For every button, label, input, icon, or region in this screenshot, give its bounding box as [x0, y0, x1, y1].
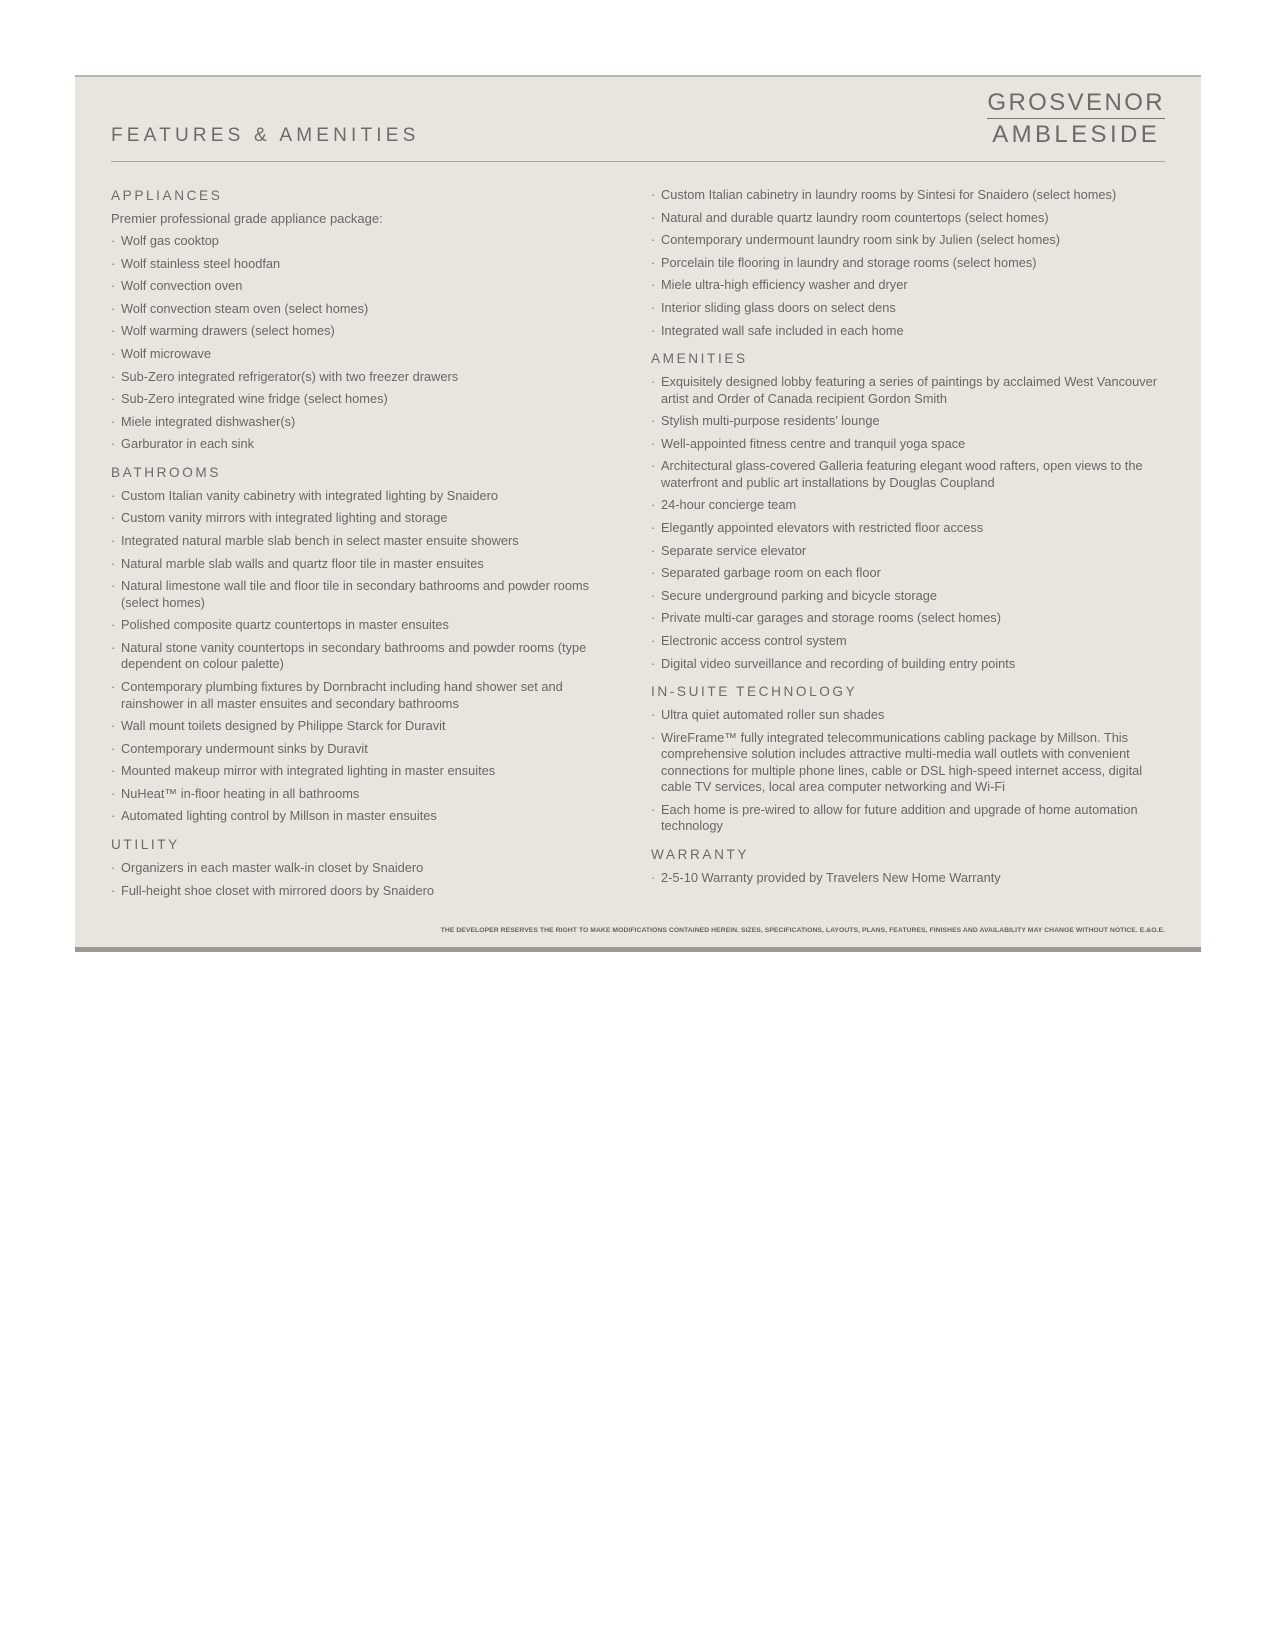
brand-name-top: GROSVENOR	[987, 89, 1165, 119]
right-column	[651, 187, 1165, 897]
feature-item: · Separated garbage room on each floor	[651, 565, 1165, 582]
feature-item: · Each home is pre-wired to allow for future addition and upgrade of home automation technology	[651, 802, 1165, 835]
header-divider	[111, 161, 1165, 162]
feature-item: · Integrated wall safe included in each home	[651, 323, 1165, 340]
feature-item: · Digital video surveillance and recording of building entry points	[651, 656, 1165, 673]
feature-item: · Custom vanity mirrors with integrated lighting and storage	[111, 510, 601, 527]
feature-item: · Elegantly appointed elevators with restricted floor access	[651, 520, 1165, 537]
feature-item: · Wolf gas cooktop	[111, 233, 601, 250]
section-heading: APPLIANCES	[111, 188, 223, 203]
feature-item: · Porcelain tile flooring in laundry and storage rooms (select homes)	[651, 255, 1165, 272]
feature-item: · Wall mount toilets designed by Philippe Starck for Duravit	[111, 718, 601, 735]
feature-item: · Contemporary plumbing fixtures by Dornbracht including hand shower set and rainshower in all master ensuites and secondary bathrooms	[111, 679, 601, 712]
feature-item: · WireFrame™ fully integrated telecommunications cabling package by Millson. This comprehensive solution includes attractive multi-media wall outlets with convenient connections for multiple phone lines, cable or DSL high-speed internet access, digital cable TV services, local area computer networking and Wi-Fi	[651, 730, 1165, 796]
feature-item: · Contemporary undermount laundry room sink by Julien (select homes)	[651, 232, 1165, 249]
section-laundry	[651, 187, 1165, 339]
feature-item: · Garburator in each sink	[111, 436, 601, 453]
feature-item: · Stylish multi-purpose residents’ lounge	[651, 413, 1165, 430]
feature-item: · Custom Italian vanity cabinetry with integrated lighting by Snaidero	[111, 488, 601, 505]
section-heading: UTILITY	[111, 836, 180, 852]
feature-item: · 24-hour concierge team	[651, 497, 1165, 514]
feature-item: · Custom Italian cabinetry in laundry rooms by Sintesi for Snaidero (select homes)	[651, 187, 1165, 204]
section-heading: IN-SUITE TECHNOLOGY	[651, 684, 858, 700]
feature-item: · Natural stone vanity countertops in secondary bathrooms and powder rooms (type dependent on colour palette)	[111, 640, 601, 673]
section-appliances	[111, 187, 601, 453]
section-in-suite-technology	[651, 683, 1165, 835]
feature-item: · Electronic access control system	[651, 633, 1165, 650]
feature-item: · Ultra quiet automated roller sun shades	[651, 707, 1165, 724]
section-utility	[111, 836, 601, 899]
feature-list	[111, 488, 601, 825]
section-intro: Premier professional grade appliance package:	[111, 211, 383, 226]
feature-list	[651, 870, 1165, 887]
feature-item: · Mounted makeup mirror with integrated lighting in master ensuites	[111, 763, 601, 780]
left-column	[111, 187, 601, 910]
feature-item: · Wolf microwave	[111, 346, 601, 363]
brand-logo	[987, 89, 1165, 149]
feature-list	[111, 860, 601, 899]
feature-item: · Wolf convection steam oven (select homes)	[111, 301, 601, 318]
feature-list	[651, 187, 1165, 339]
feature-item: · Integrated natural marble slab bench in select master ensuite showers	[111, 533, 601, 550]
feature-item: · Natural limestone wall tile and floor tile in secondary bathrooms and powder rooms (select homes)	[111, 578, 601, 611]
feature-item: · Well-appointed fitness centre and tranquil yoga space	[651, 436, 1165, 453]
feature-sheet	[75, 75, 1201, 952]
brand-name-bottom: AMBLESIDE	[992, 121, 1161, 148]
feature-item: · Full-height shoe closet with mirrored doors by Snaidero	[111, 883, 601, 900]
feature-item: · Organizers in each master walk-in closet by Snaidero	[111, 860, 601, 877]
disclaimer: THE DEVELOPER RESERVES THE RIGHT TO MAKE MODIFICATIONS CONTAINED HEREIN. SIZES, SPECIFICATIONS, LAYOUTS, PLANS, FEATURES, FINISHES AND AVAILABILITY MAY CHANGE WITHOUT NOTICE. E.&O.E.	[440, 927, 1165, 934]
section-heading: WARRANTY	[651, 846, 750, 862]
feature-item: · Interior sliding glass doors on select dens	[651, 300, 1165, 317]
feature-item: · Private multi-car garages and storage rooms (select homes)	[651, 610, 1165, 627]
section-warranty	[651, 846, 1165, 887]
section-heading: AMENITIES	[651, 351, 748, 367]
feature-item: · Secure underground parking and bicycle storage	[651, 588, 1165, 605]
feature-item: · Wolf warming drawers (select homes)	[111, 323, 601, 340]
section-amenities	[651, 350, 1165, 672]
feature-item: · NuHeat™ in-floor heating in all bathrooms	[111, 786, 601, 803]
feature-item: · Exquisitely designed lobby featuring a series of paintings by acclaimed West Vancouver artist and Order of Canada recipient Gordon Smith	[651, 374, 1165, 407]
feature-item: · Separate service elevator	[651, 543, 1165, 560]
section-heading: BATHROOMS	[111, 464, 221, 480]
page-title: FEATURES & AMENITIES	[111, 125, 420, 146]
feature-item: · 2-5-10 Warranty provided by Travelers New Home Warranty	[651, 870, 1165, 887]
feature-item: · Contemporary undermount sinks by Duravit	[111, 741, 601, 758]
feature-item: · Natural and durable quartz laundry room countertops (select homes)	[651, 210, 1165, 227]
feature-item: · Polished composite quartz countertops in master ensuites	[111, 617, 601, 634]
feature-item: · Miele ultra-high efficiency washer and dryer	[651, 277, 1165, 294]
feature-list	[111, 233, 601, 453]
feature-item: · Wolf stainless steel hoodfan	[111, 256, 601, 273]
feature-item: · Sub-Zero integrated wine fridge (select homes)	[111, 391, 601, 408]
feature-item: · Natural marble slab walls and quartz floor tile in master ensuites	[111, 556, 601, 573]
feature-item: · Miele integrated dishwasher(s)	[111, 414, 601, 431]
feature-item: · Automated lighting control by Millson in master ensuites	[111, 808, 601, 825]
feature-item: · Sub-Zero integrated refrigerator(s) with two freezer drawers	[111, 369, 601, 386]
feature-list	[651, 707, 1165, 835]
feature-item: · Wolf convection oven	[111, 278, 601, 295]
section-bathrooms	[111, 464, 601, 825]
feature-item: · Architectural glass-covered Galleria featuring elegant wood rafters, open views to the waterfront and public art installations by Douglas Coupland	[651, 458, 1165, 491]
feature-list	[651, 374, 1165, 672]
